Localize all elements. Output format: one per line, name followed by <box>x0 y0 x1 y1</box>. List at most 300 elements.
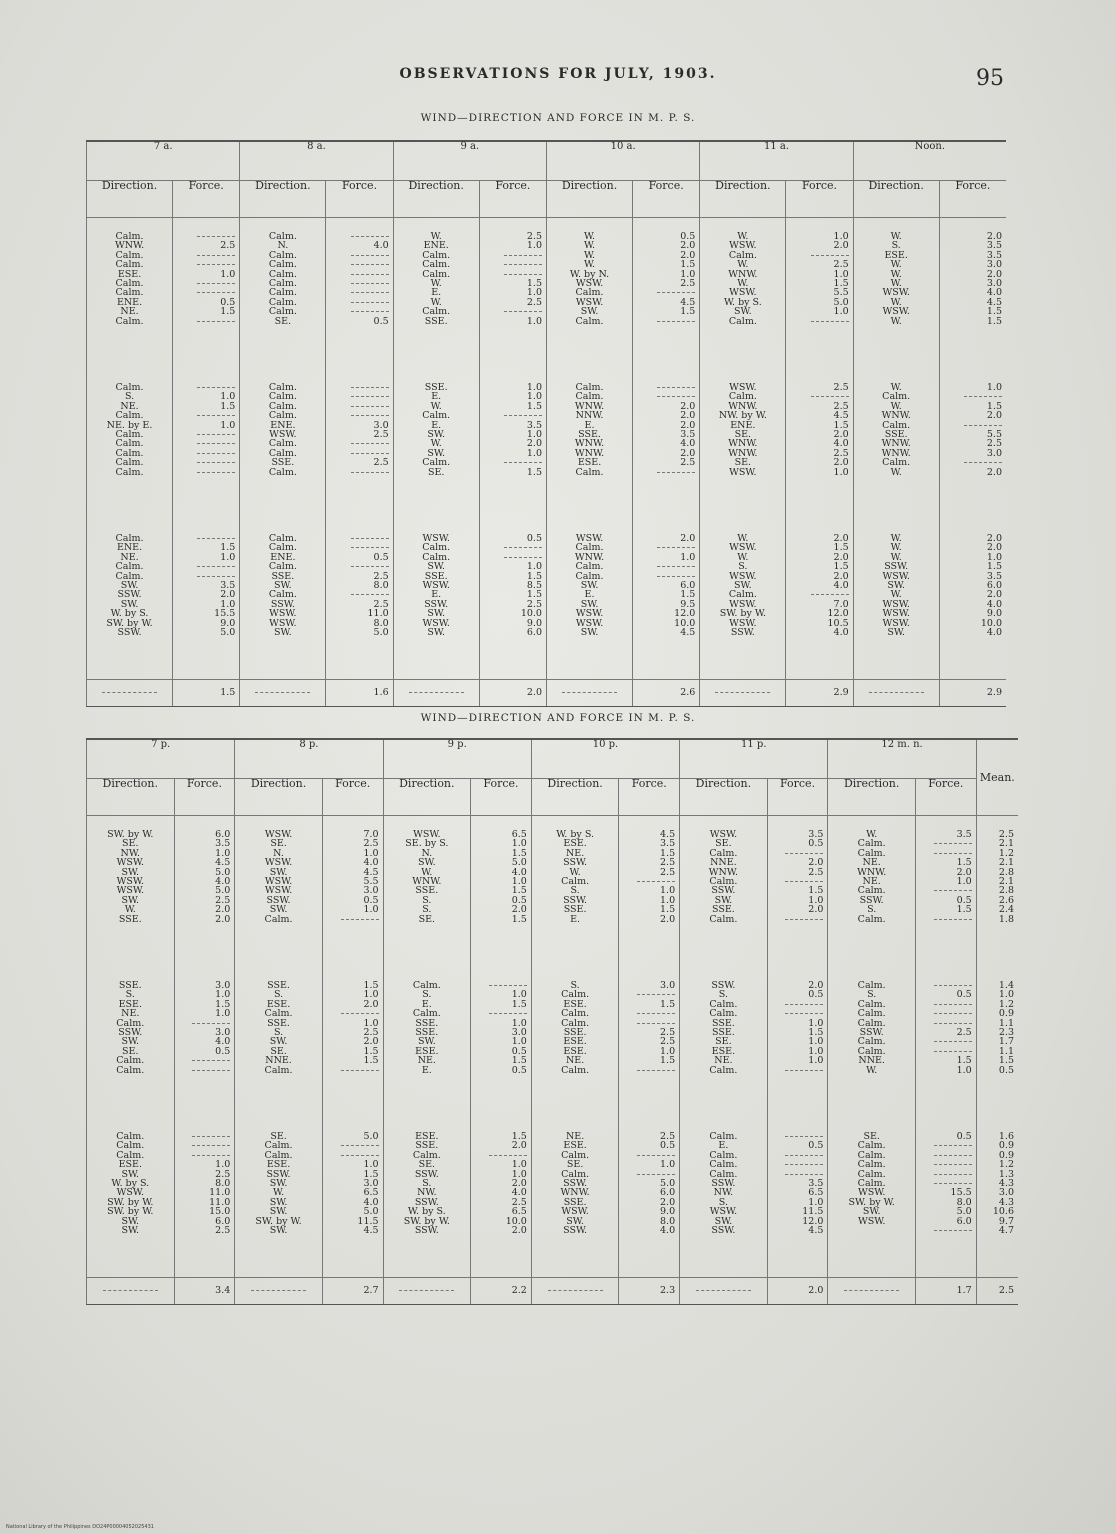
data-column <box>174 1126 235 1278</box>
direction-cell: Calm. <box>115 570 144 582</box>
data-column <box>786 377 853 528</box>
data-column <box>680 816 768 976</box>
direction-cell: Calm. <box>857 980 886 991</box>
force-cell: 1.5 <box>511 1055 527 1067</box>
mean-spacer <box>87 1278 175 1305</box>
direction-cell: WSW. <box>269 617 297 629</box>
force-cell: 8.0 <box>215 1177 231 1189</box>
direction-cell: W. <box>866 1064 878 1076</box>
direction-cell: SE. <box>863 1131 880 1142</box>
force-cell: 3.5 <box>215 838 231 850</box>
force-cell: 2.0 <box>680 447 696 459</box>
running-head: OBSERVATIONS FOR JULY, 1903. <box>399 66 717 82</box>
direction-cell: WSW. <box>729 598 757 610</box>
force-cell: 2.0 <box>833 551 849 563</box>
direction-cell: Calm. <box>116 1017 145 1029</box>
force-cell: 2.5 <box>215 894 231 906</box>
force-cell: 3.5 <box>808 829 824 840</box>
direction-cell: SSE. <box>711 1026 735 1038</box>
mean-force-cell: 2.2 <box>471 1278 532 1305</box>
data-column <box>767 816 828 976</box>
data-column <box>87 528 173 680</box>
direction-cell: SW. by W. <box>255 1215 302 1227</box>
direction-cell: W. <box>890 551 902 563</box>
direction-cell: SSE. <box>563 1026 587 1038</box>
force-cell: 2.0 <box>808 904 824 916</box>
force-cell: 5.0 <box>511 857 527 869</box>
direction-cell: SSW. <box>711 885 736 897</box>
force-cell: 6.5 <box>363 1187 379 1199</box>
direction-cell: SW. <box>121 1036 140 1048</box>
time-header: 10 a. <box>546 141 699 181</box>
direction-cell: S. <box>422 1177 432 1189</box>
force-cell: 1.0 <box>808 1196 824 1208</box>
force-cell: 1.0 <box>220 551 236 563</box>
force-cell: 0.5 <box>808 989 824 1001</box>
force-cell: 15.0 <box>209 1206 231 1218</box>
direction-cell: WSW. <box>729 240 757 252</box>
data-column <box>87 975 175 1126</box>
force-cell: 0.5 <box>373 315 389 327</box>
force-cell: 2.1 <box>998 838 1014 850</box>
mean-spacer <box>393 680 479 707</box>
direction-cell: SSE. <box>424 570 448 582</box>
force-cell <box>619 1066 675 1075</box>
force-cell: 1.0 <box>660 885 676 897</box>
force-cell <box>326 279 388 288</box>
force-cell: 1.2 <box>998 847 1014 859</box>
direction-cell: SSE. <box>415 1140 439 1152</box>
direction-cell: SW. by W. <box>107 1206 154 1218</box>
force-cell: 2.5 <box>680 277 696 289</box>
direction-cell: Calm. <box>882 457 911 469</box>
direction-cell: SW. <box>566 1215 584 1227</box>
force-cell <box>768 1151 824 1160</box>
force-cell: 2.4 <box>998 904 1014 916</box>
direction-cell: Calm. <box>115 382 144 393</box>
force-cell: 2.5 <box>511 1196 527 1208</box>
direction-cell: SW. <box>714 1215 733 1227</box>
direction-cell: Calm. <box>561 1064 590 1076</box>
direction-cell: WSW. <box>882 287 910 299</box>
direction-cell: SW. <box>121 1224 140 1236</box>
direction-cell: E. <box>570 913 581 925</box>
direction-cell: W. <box>737 277 749 289</box>
force-cell: 6.0 <box>956 1215 972 1227</box>
direction-cell: W. <box>890 466 902 478</box>
direction-cell: SW. <box>121 894 140 906</box>
direction-cell: W. <box>737 231 749 242</box>
direction-cell: SW. <box>427 561 446 573</box>
force-cell <box>916 1009 972 1018</box>
force-cell <box>173 430 235 439</box>
force-cell: 2.0 <box>660 1196 676 1208</box>
direction-cell: N. <box>421 847 433 859</box>
direction-cell: ESE. <box>266 998 291 1010</box>
direction-cell: Calm. <box>115 533 144 544</box>
data-column <box>531 975 619 1126</box>
direction-cell: WSW. <box>264 875 293 887</box>
direction-cell: WNW. <box>881 410 911 422</box>
mean-force-cell: 2.0 <box>767 1278 828 1305</box>
force-cell: 1.0 <box>363 1159 379 1171</box>
direction-cell: SW. <box>120 598 139 610</box>
force-cell <box>916 1170 972 1179</box>
force-cell: 2.5 <box>660 1131 676 1142</box>
direction-header: Direction. <box>700 181 786 218</box>
direction-cell: SW. <box>269 1224 288 1236</box>
data-column <box>939 528 1006 680</box>
force-cell: 1.0 <box>956 875 972 887</box>
force-cell: 2.5 <box>660 1026 676 1038</box>
direction-cell: Calm. <box>422 410 451 422</box>
force-cell <box>633 468 695 477</box>
direction-header: Direction. <box>393 181 479 218</box>
direction-cell: Calm. <box>115 447 144 459</box>
force-cell: 8.0 <box>956 1196 972 1208</box>
force-cell: 1.5 <box>680 259 696 271</box>
force-cell: 1.5 <box>511 913 527 925</box>
force-cell: 2.0 <box>511 1224 527 1236</box>
direction-cell: Calm. <box>115 259 144 271</box>
direction-cell: W. <box>890 268 902 280</box>
force-cell: 1.5 <box>511 998 527 1010</box>
force-cell: 1.5 <box>660 847 676 859</box>
direction-cell: Calm. <box>857 1140 886 1152</box>
force-cell: 0.5 <box>363 894 379 906</box>
direction-cell: Calm. <box>857 838 886 850</box>
force-cell: 6.0 <box>986 579 1002 591</box>
direction-cell: W. <box>890 315 902 327</box>
direction-cell: Calm. <box>561 875 590 887</box>
direction-cell: E. <box>421 998 432 1010</box>
direction-cell: ESE. <box>415 1131 439 1142</box>
force-cell: 2.5 <box>833 400 849 412</box>
force-cell: 1.0 <box>363 989 379 1001</box>
force-cell: 6.0 <box>215 829 231 840</box>
data-column <box>531 816 619 976</box>
direction-cell: W. <box>890 589 902 601</box>
force-cell: 2.0 <box>986 533 1002 544</box>
direction-cell: SSW. <box>711 1224 736 1236</box>
direction-cell: W. <box>737 259 749 271</box>
direction-cell: Calm. <box>268 438 297 450</box>
direction-cell: Calm. <box>422 551 451 563</box>
direction-cell: Calm. <box>268 259 297 271</box>
data-column <box>87 816 175 976</box>
data-column <box>546 218 632 378</box>
direction-cell: WSW. <box>575 533 604 544</box>
data-column <box>853 218 939 378</box>
force-cell <box>326 270 388 279</box>
data-column <box>828 975 916 1126</box>
time-header: 7 p. <box>87 739 235 779</box>
force-cell: 6.0 <box>215 1215 231 1227</box>
force-cell <box>916 1226 972 1235</box>
direction-cell: SSE. <box>711 904 735 916</box>
force-cell: 9.7 <box>998 1215 1014 1227</box>
data-column <box>700 377 786 528</box>
force-cell: 2.5 <box>660 1036 676 1048</box>
direction-cell: W. <box>430 400 442 412</box>
direction-cell: SW. <box>269 1177 288 1189</box>
direction-cell: SSW. <box>563 857 588 869</box>
mean-spacer <box>87 680 173 707</box>
force-cell: 1.0 <box>526 447 542 459</box>
direction-cell: NE. <box>565 847 585 859</box>
force-cell: 4.0 <box>511 866 527 878</box>
force-cell: 3.0 <box>998 1187 1014 1199</box>
force-cell: 1.0 <box>660 894 676 906</box>
direction-cell: W. <box>430 296 442 308</box>
data-column <box>322 816 383 976</box>
direction-cell: Calm. <box>857 885 886 897</box>
force-cell: 4.0 <box>215 1036 231 1048</box>
direction-cell: SW. <box>121 1215 140 1227</box>
direction-cell: SSW. <box>118 1026 143 1038</box>
direction-cell: WNW. <box>574 400 605 412</box>
direction-cell: W. <box>583 231 596 242</box>
direction-cell: NE. <box>417 1055 436 1067</box>
data-column <box>479 377 546 528</box>
direction-cell: Calm. <box>268 391 297 403</box>
direction-cell: Calm. <box>422 259 451 271</box>
force-cell: 0.5 <box>526 533 542 544</box>
force-cell: 2.0 <box>660 913 676 925</box>
direction-cell: Calm. <box>575 542 604 554</box>
direction-cell: Calm. <box>728 391 757 403</box>
data-column <box>853 528 939 680</box>
direction-cell: WSW. <box>575 608 604 620</box>
force-cell: 1.0 <box>511 989 527 1001</box>
direction-cell: NE. <box>565 1055 585 1067</box>
direction-cell: S. <box>273 1026 284 1038</box>
direction-cell: NE. <box>120 551 139 563</box>
direction-cell: SW. <box>580 579 599 591</box>
force-cell: 3.0 <box>511 1026 527 1038</box>
direction-cell: Calm. <box>709 1159 738 1171</box>
force-cell: 2.8 <box>998 866 1014 878</box>
force-cell: 3.5 <box>660 838 676 850</box>
direction-cell: WSW. <box>882 306 910 318</box>
direction-cell: Calm. <box>268 410 297 422</box>
direction-cell: SSW. <box>414 1168 439 1180</box>
force-cell: 5.0 <box>833 296 849 308</box>
force-cell: 0.5 <box>373 551 389 563</box>
force-cell: 1.0 <box>526 561 542 573</box>
direction-cell: Calm. <box>857 1017 886 1029</box>
data-column <box>471 1126 532 1278</box>
direction-cell: W. <box>890 400 902 412</box>
direction-cell: Calm. <box>728 249 757 261</box>
time-header: 12 m. n. <box>828 739 976 779</box>
mean-spacer <box>546 680 632 707</box>
direction-cell: Calm. <box>857 1177 886 1189</box>
direction-cell: SW. by W. <box>403 1215 450 1227</box>
force-cell: 5.5 <box>363 875 379 887</box>
direction-cell: Calm. <box>116 1131 145 1142</box>
force-cell: 1.7 <box>998 1036 1014 1048</box>
force-cell: 1.0 <box>526 391 542 403</box>
force-cell: 1.0 <box>660 1045 676 1057</box>
force-cell: 1.1 <box>998 1017 1014 1029</box>
mean-header: Mean. <box>976 739 1018 816</box>
direction-cell: ESE. <box>415 1045 439 1057</box>
direction-cell: SE. <box>122 1045 139 1057</box>
direction-cell: SE. <box>270 838 287 850</box>
force-cell: 1.5 <box>526 466 542 478</box>
force-cell <box>633 317 695 326</box>
data-column <box>471 975 532 1126</box>
direction-cell: WSW. <box>729 570 757 582</box>
direction-cell: SE. <box>715 838 732 850</box>
direction-cell: W. <box>430 231 442 242</box>
force-header: Force. <box>619 779 680 816</box>
force-cell: 2.1 <box>998 875 1014 887</box>
mean-spacer <box>235 1278 323 1305</box>
direction-cell: NE. <box>120 306 139 318</box>
direction-cell: Calm. <box>268 447 297 459</box>
direction-cell: W. <box>569 866 581 878</box>
force-cell: 2.0 <box>986 231 1002 242</box>
direction-cell: SSW. <box>711 980 736 991</box>
force-cell: 6.5 <box>511 829 527 840</box>
force-cell: 4.5 <box>660 829 676 840</box>
direction-cell: SSE. <box>118 913 142 925</box>
force-cell: 2.0 <box>986 589 1002 601</box>
force-header: Force. <box>326 181 393 218</box>
force-cell: 2.5 <box>526 231 542 242</box>
time-header: 11 a. <box>700 141 853 181</box>
force-cell <box>786 317 848 326</box>
direction-cell: Calm. <box>268 382 297 393</box>
direction-cell: SW. <box>580 306 599 318</box>
force-cell: 12.0 <box>674 608 696 620</box>
force-cell: 1.0 <box>215 1008 231 1020</box>
force-cell: 0.5 <box>511 894 527 906</box>
force-cell: 0.5 <box>956 1131 972 1142</box>
force-cell: 6.0 <box>526 626 542 638</box>
force-cell: 3.5 <box>808 1177 824 1189</box>
direction-cell: SSW. <box>884 561 909 573</box>
force-cell: 5.0 <box>363 1206 379 1218</box>
force-cell: 10.0 <box>674 617 696 629</box>
force-cell: 10.0 <box>520 608 542 620</box>
force-cell: 1.5 <box>660 904 676 916</box>
direction-cell: Calm. <box>115 561 144 573</box>
force-cell: 1.0 <box>511 875 527 887</box>
direction-cell: Calm. <box>268 466 297 478</box>
data-column <box>546 377 632 528</box>
force-cell: 0.5 <box>511 1064 527 1076</box>
time-header: 8 a. <box>240 141 393 181</box>
force-cell: 1.0 <box>215 989 231 1001</box>
force-cell: 2.5 <box>373 457 389 469</box>
force-cell: 8.5 <box>526 579 542 591</box>
direction-cell: WSW. <box>116 1187 144 1199</box>
direction-cell: Calm. <box>709 1168 738 1180</box>
force-cell: 1.5 <box>956 857 972 869</box>
force-cell: 1.0 <box>363 847 379 859</box>
force-cell: 5.0 <box>220 626 236 638</box>
direction-cell: WSW. <box>729 466 757 478</box>
force-cell: 5.0 <box>363 1131 379 1142</box>
force-cell <box>173 279 235 288</box>
force-cell: 2.0 <box>986 268 1002 280</box>
force-cell: 3.0 <box>373 419 389 431</box>
direction-cell: WSW. <box>709 829 738 840</box>
direction-cell: Calm. <box>575 287 604 299</box>
direction-cell: WSW. <box>882 570 910 582</box>
direction-cell: ENE. <box>270 419 296 431</box>
force-cell: 0.9 <box>998 1008 1014 1020</box>
force-cell: 2.5 <box>373 428 389 440</box>
force-cell: 1.0 <box>511 838 527 850</box>
wind-table-pm <box>86 738 1018 1305</box>
force-cell <box>323 915 379 924</box>
direction-cell: Calm. <box>115 249 144 261</box>
mean-spacer <box>700 680 786 707</box>
force-cell: 10.0 <box>505 1215 527 1227</box>
data-column <box>976 1126 1018 1278</box>
direction-cell: SW. <box>120 579 139 591</box>
direction-cell: Calm. <box>422 249 451 261</box>
force-cell: 1.5 <box>956 1055 972 1067</box>
direction-cell: NE. <box>120 400 139 412</box>
mean-force-cell: 3.4 <box>174 1278 235 1305</box>
force-cell: 1.0 <box>363 904 379 916</box>
data-column <box>531 1126 619 1278</box>
data-column <box>240 528 326 680</box>
force-cell: 11.5 <box>802 1206 824 1218</box>
direction-cell: NNW. <box>575 410 604 422</box>
force-cell: 1.0 <box>511 1036 527 1048</box>
direction-cell: ENE. <box>423 240 449 252</box>
force-header: Force. <box>633 181 700 218</box>
direction-cell: Calm. <box>116 1055 145 1067</box>
direction-cell: Calm. <box>575 466 604 478</box>
direction-cell: SSE. <box>267 980 290 991</box>
direction-cell: SW. <box>274 579 292 591</box>
force-cell: 9.0 <box>526 617 542 629</box>
direction-cell: Calm. <box>575 391 604 403</box>
force-cell <box>768 1000 824 1009</box>
direction-cell: ESE. <box>563 1036 587 1048</box>
direction-cell: SSE. <box>267 1017 290 1029</box>
mean-force-cell: 2.7 <box>322 1278 383 1305</box>
force-cell <box>326 392 388 401</box>
direction-cell: WSW. <box>729 542 757 554</box>
direction-cell: ESE. <box>563 998 587 1010</box>
direction-cell: Calm. <box>115 466 144 478</box>
force-cell: 1.0 <box>833 466 849 478</box>
force-cell <box>480 251 542 260</box>
force-cell: 1.5 <box>680 306 696 318</box>
force-cell: 1.0 <box>680 551 696 563</box>
direction-cell: SW. <box>427 447 446 459</box>
direction-cell: Calm. <box>709 998 738 1010</box>
force-cell <box>768 1066 824 1075</box>
direction-cell: SSW. <box>414 1224 439 1236</box>
direction-header: Direction. <box>383 779 471 816</box>
force-header: Force. <box>767 779 828 816</box>
force-cell: 1.5 <box>363 1168 379 1180</box>
direction-cell: W. <box>737 551 749 563</box>
direction-cell: Calm. <box>264 1149 293 1161</box>
force-cell: 1.0 <box>363 1017 379 1029</box>
force-cell: 1.5 <box>526 400 542 412</box>
direction-cell: SW. <box>269 1036 288 1048</box>
